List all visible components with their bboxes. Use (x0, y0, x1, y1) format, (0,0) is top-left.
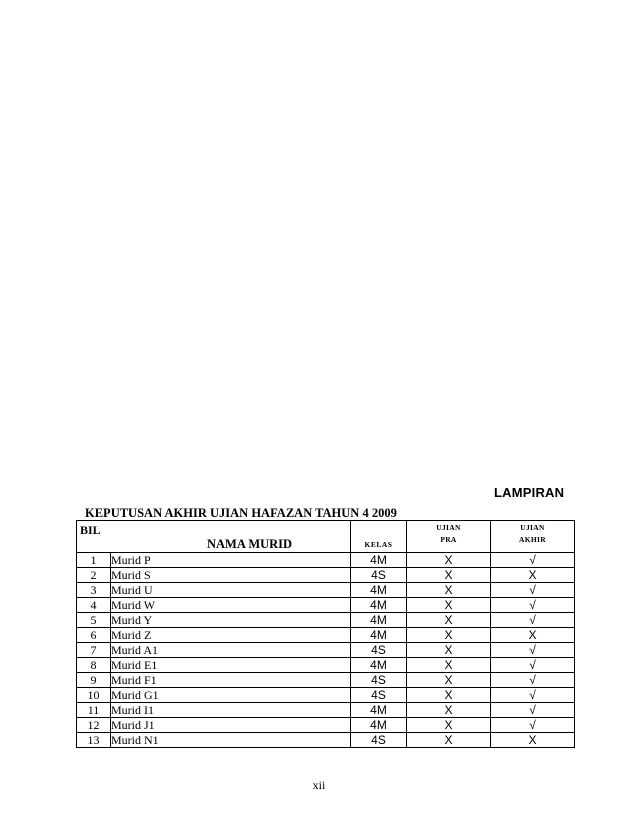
page-number: xii (312, 778, 326, 792)
row-ujian-pra: X (407, 733, 491, 748)
table-row (77, 613, 575, 628)
document-title: KEPUTUSAN AKHIR UJIAN HAFAZAN TAHUN 4 2009 (85, 506, 397, 520)
row-bil: 13 (77, 733, 111, 748)
row-bil: 4 (77, 598, 111, 613)
row-bil: 8 (77, 658, 111, 673)
header-ujian-pra-line2: PRA (440, 535, 457, 544)
table-row (77, 553, 575, 568)
row-ujian-akhir: √ (491, 643, 575, 658)
table-row (77, 688, 575, 703)
row-kelas: 4M (351, 598, 407, 613)
row-bil: 3 (77, 583, 111, 598)
row-kelas: 4M (351, 553, 407, 568)
row-ujian-akhir: X (491, 568, 575, 583)
header-kelas: KELAS (364, 540, 393, 549)
row-ujian-pra: X (407, 598, 491, 613)
row-bil: 12 (77, 718, 111, 733)
row-bil: 6 (77, 628, 111, 643)
row-nama: Murid A1 (111, 643, 351, 658)
row-ujian-akhir: X (491, 733, 575, 748)
row-ujian-akhir: √ (491, 703, 575, 718)
row-nama: Murid G1 (111, 688, 351, 703)
row-nama: Murid P (111, 553, 351, 568)
row-kelas: 4M (351, 718, 407, 733)
table-row (77, 658, 575, 673)
row-ujian-akhir: X (491, 628, 575, 643)
header-bil: BIL (80, 523, 101, 537)
row-kelas: 4M (351, 628, 407, 643)
row-ujian-pra: X (407, 688, 491, 703)
header-ujian-akhir-line1: UJIAN (520, 523, 545, 532)
row-ujian-pra: X (407, 658, 491, 673)
row-nama: Murid N1 (111, 733, 351, 748)
header-ujian-pra-line1: UJIAN (436, 523, 461, 532)
row-nama: Murid Y (111, 613, 351, 628)
row-ujian-akhir: √ (491, 688, 575, 703)
row-nama: Murid J1 (111, 718, 351, 733)
row-ujian-pra: X (407, 583, 491, 598)
row-nama: Murid S (111, 568, 351, 583)
table-row (77, 718, 575, 733)
row-kelas: 4S (351, 643, 407, 658)
table-row (77, 598, 575, 613)
row-ujian-akhir: √ (491, 658, 575, 673)
header-ujian-pra-cell (407, 521, 491, 553)
table-row (77, 643, 575, 658)
row-ujian-akhir: √ (491, 613, 575, 628)
row-ujian-akhir: √ (491, 718, 575, 733)
row-kelas: 4S (351, 688, 407, 703)
results-table (76, 520, 575, 748)
row-ujian-pra: X (407, 568, 491, 583)
row-ujian-akhir: √ (491, 673, 575, 688)
row-nama: Murid F1 (111, 673, 351, 688)
table-row (77, 703, 575, 718)
row-bil: 5 (77, 613, 111, 628)
table-row (77, 673, 575, 688)
row-bil: 9 (77, 673, 111, 688)
row-nama: Murid W (111, 598, 351, 613)
row-ujian-akhir: √ (491, 553, 575, 568)
row-ujian-pra: X (407, 613, 491, 628)
header-bil-nama-cell (77, 521, 351, 553)
row-kelas: 4S (351, 568, 407, 583)
row-ujian-pra: X (407, 718, 491, 733)
row-nama: Murid U (111, 583, 351, 598)
row-ujian-pra: X (407, 628, 491, 643)
table-row (77, 568, 575, 583)
row-ujian-pra: X (407, 643, 491, 658)
row-nama: Murid E1 (111, 658, 351, 673)
row-kelas: 4M (351, 613, 407, 628)
row-kelas: 4S (351, 733, 407, 748)
row-bil: 7 (77, 643, 111, 658)
appendix-label: LAMPIRAN (494, 485, 565, 500)
table-row (77, 628, 575, 643)
row-kelas: 4M (351, 703, 407, 718)
table-header-row (77, 521, 575, 553)
header-nama-murid: NAMA MURID (207, 537, 293, 551)
row-bil: 1 (77, 553, 111, 568)
row-ujian-pra: X (407, 553, 491, 568)
row-kelas: 4M (351, 583, 407, 598)
row-ujian-pra: X (407, 703, 491, 718)
table-row (77, 583, 575, 598)
row-kelas: 4S (351, 673, 407, 688)
row-bil: 10 (77, 688, 111, 703)
row-bil: 2 (77, 568, 111, 583)
row-ujian-akhir: √ (491, 583, 575, 598)
row-ujian-akhir: √ (491, 598, 575, 613)
row-nama: Murid I1 (111, 703, 351, 718)
row-nama: Murid Z (111, 628, 351, 643)
header-ujian-akhir-line2: AKHIR (519, 535, 546, 544)
table-row (77, 733, 575, 748)
row-kelas: 4M (351, 658, 407, 673)
header-kelas-cell (351, 521, 407, 553)
row-bil: 11 (77, 703, 111, 718)
header-ujian-akhir-cell (491, 521, 575, 553)
row-ujian-pra: X (407, 673, 491, 688)
